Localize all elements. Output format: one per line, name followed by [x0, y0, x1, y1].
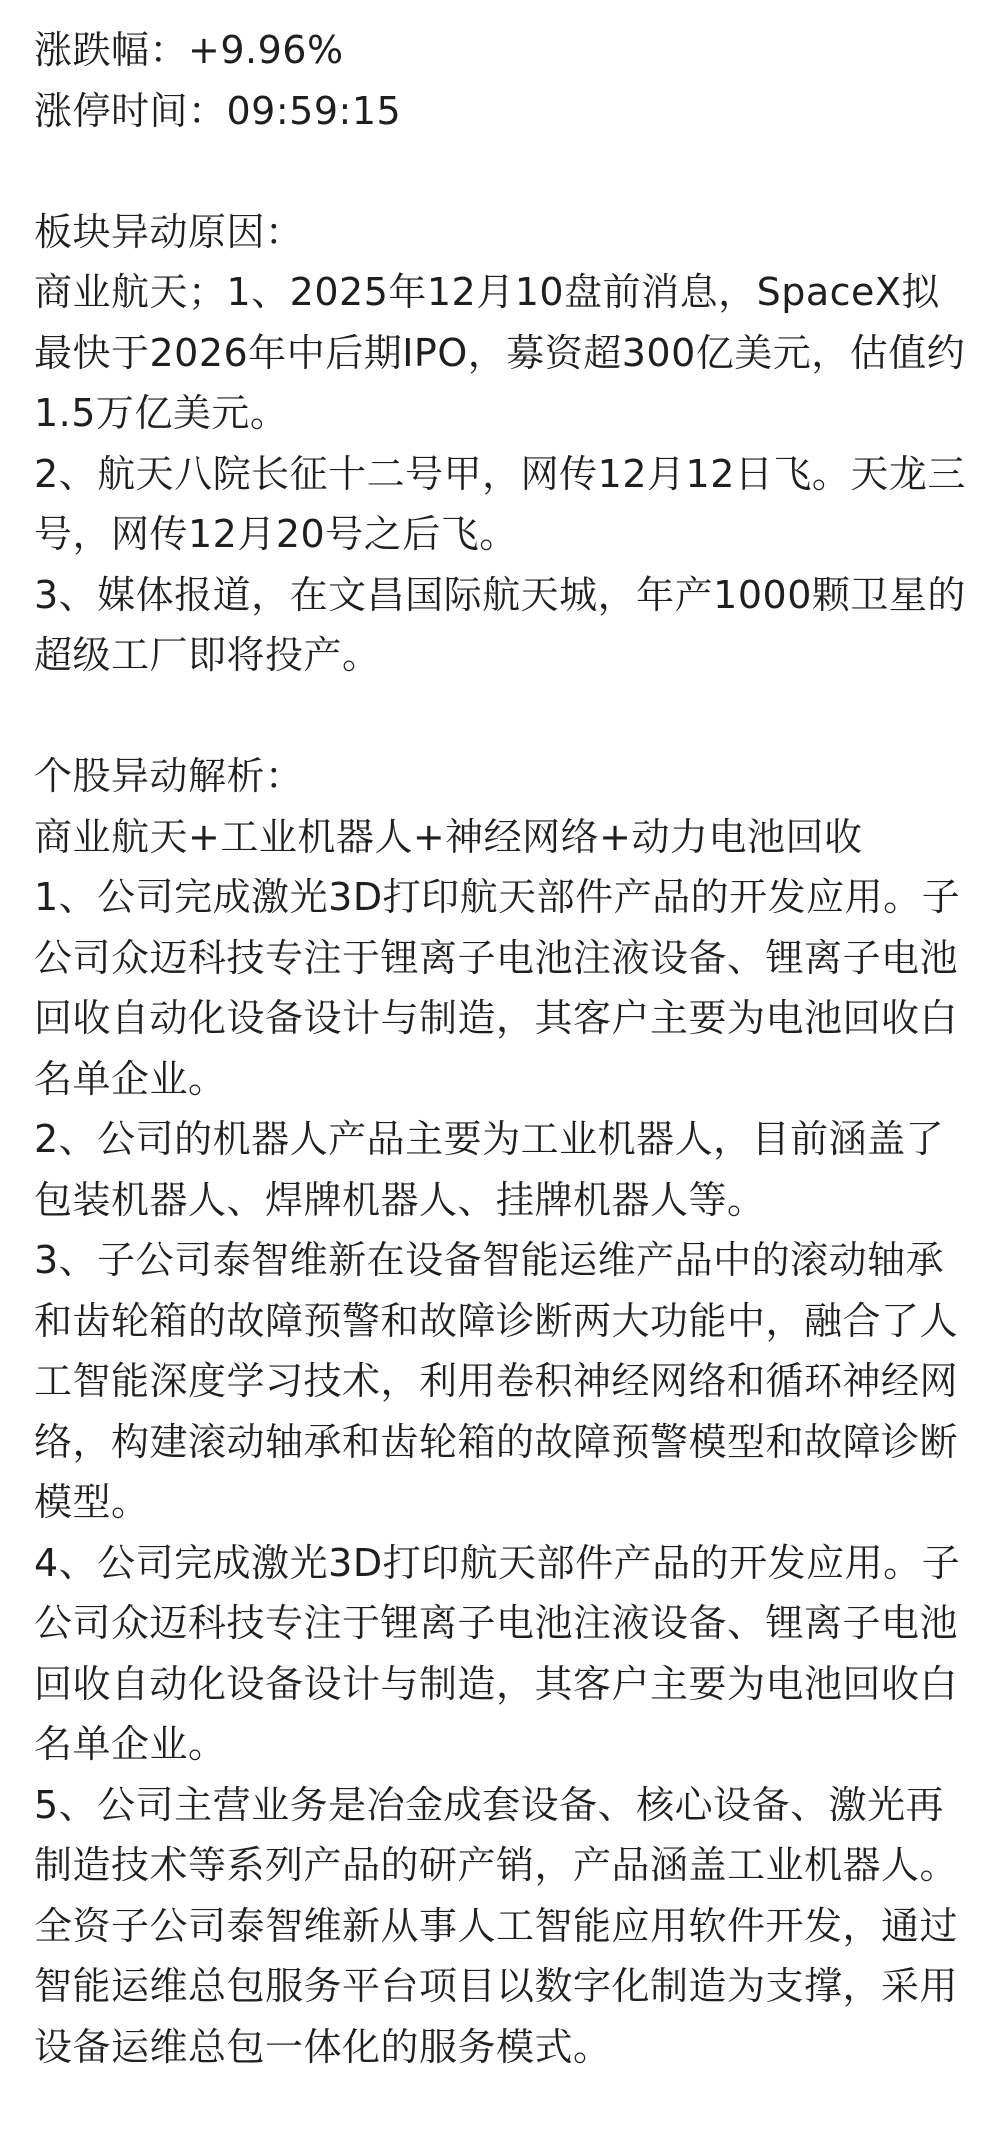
section-spacer: [34, 141, 974, 202]
price-change-line: 涨跌幅：+9.96%: [34, 28, 344, 72]
stock-analysis-paragraph: 4、公司完成激光3D打印航天部件产品的开发应用。子公司众迈科技专注于锂离子电池注液设备、锂离子电池回收自动化设备设计与制造，其客户主要为电池回收白名单企业。: [34, 1540, 961, 1766]
stock-analysis-heading: 个股异动解析：: [34, 754, 304, 798]
sector-reason-heading: 板块异动原因：: [34, 209, 304, 254]
stock-analysis-paragraph: 3、子公司泰智维新在设备智能运维产品中的滚动轴承和齿轮箱的故障预警和故障诊断两大功能中，融合了人工智能深度学习技术，利用卷积神经网络和循环神经网络，构建滚动轴承和齿轮箱的故障预警模型和故障诊断模型。: [34, 1238, 959, 1524]
stock-concept-tags: 商业航天+工业机器人+神经网络+动力电池回收: [34, 814, 863, 859]
limit-up-time-line: 涨停时间：09:59:15: [34, 88, 402, 133]
stock-analysis-paragraph: 1、公司完成激光3D打印航天部件产品的开发应用。子公司众迈科技专注于锂离子电池注液设备、锂离子电池回收自动化设备设计与制造，其客户主要为电池回收白名单企业。: [34, 875, 961, 1101]
section-spacer: [34, 686, 974, 747]
sector-reason-paragraph: 3、媒体报道，在文昌国际航天城，年产1000颗卫星的超级工厂即将投产。: [34, 572, 966, 677]
sector-reason-paragraph: 商业航天；1、2025年12月10盘前消息，SpaceX拟最快于2026年中后期IPO，募资超300亿美元，估值约1.5万亿美元。: [34, 270, 966, 435]
stock-analysis-paragraph: 2、公司的机器人产品主要为工业机器人，目前涵盖了包装机器人、焊牌机器人、挂牌机器人等。: [34, 1117, 945, 1222]
stock-analysis-paragraph: 5、公司主营业务是冶金成套设备、核心设备、激光再制造技术等系列产品的研产销，产品涵盖工业机器人。全资子公司泰智维新从事人工智能应用软件开发，通过智能运维总包服务平台项目以数字化制造为支撑，采用设备运维总包一体化的服务模式。: [34, 1782, 959, 2069]
sector-reason-paragraph: 2、航天八院长征十二号甲，网传12月12日飞。天龙三号，网传12月20号之后飞。: [34, 451, 966, 556]
article-body: [34, 20, 974, 2077]
